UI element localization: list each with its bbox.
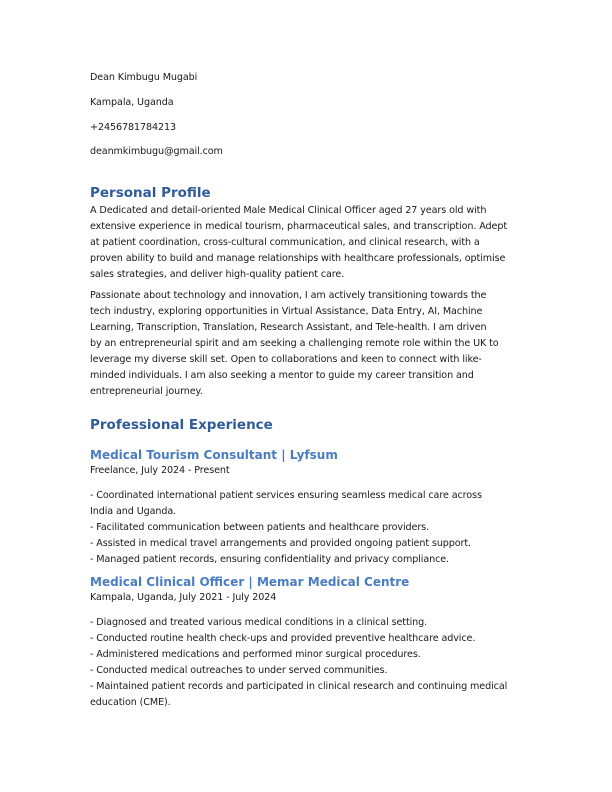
- contact-email[interactable]: deanmkimbugu@gmail.com: [90, 146, 223, 157]
- job-title-2: Medical Clinical Officer | Memar Medical Centre: [90, 575, 410, 589]
- text-line: - Administered medications and performed minor surgical procedures.: [90, 649, 421, 660]
- text-line: - Diagnosed and treated various medical conditions in a clinical setting.: [90, 617, 428, 628]
- text-line: - Coordinated international patient services ensuring seamless medical care across: [90, 490, 482, 501]
- text-line: - Facilitated communication between patients and healthcare providers.: [90, 522, 430, 533]
- text-line: leverage my diverse skill set. Open to collaborations and keen to connect with like-: [90, 354, 482, 365]
- text-line: - Assisted in medical travel arrangements and provided ongoing patient support.: [90, 538, 472, 549]
- job-meta-2: Kampala, Uganda, July 2021 - July 2024: [90, 592, 277, 603]
- text-line: education (CME).: [90, 697, 171, 708]
- text-line: minded individuals. I am also seeking a mentor to guide my career transition and: [90, 370, 474, 381]
- text-line: - Conducted medical outreaches to under served communities.: [90, 665, 388, 676]
- profile-paragraph-1: [90, 203, 507, 283]
- text-line: - Managed patient records, ensuring confidentiality and privacy compliance.: [90, 554, 450, 565]
- text-line: tech industry, exploring opportunities in Virtual Assistance, Data Entry, AI, Machine: [90, 306, 483, 317]
- text-line: - Maintained patient records and participated in clinical research and continuing medical: [90, 681, 508, 692]
- contact-phone: +2456781784213: [90, 122, 176, 133]
- job-bullets-1: [90, 488, 482, 568]
- text-line: - Conducted routine health check-ups and provided preventive healthcare advice.: [90, 633, 476, 644]
- job-title-1: Medical Tourism Consultant | Lyfsum: [90, 448, 338, 462]
- text-line: by an entrepreneurial spirit and am seeking a challenging remote role within the UK to: [90, 338, 499, 349]
- text-line: sales strategies, and deliver high-quality patient care.: [90, 269, 345, 280]
- professional-experience-heading: Professional Experience: [90, 417, 273, 433]
- text-line: extensive experience in medical tourism, pharmaceutical sales, and transcription. Adept: [90, 221, 507, 232]
- text-line: entrepreneurial journey.: [90, 386, 203, 397]
- text-line: Learning, Transcription, Translation, Research Assistant, and Tele-health. I am driven: [90, 322, 487, 333]
- contact-location: Kampala, Uganda: [90, 97, 174, 108]
- text-line: at patient coordination, cross-cultural communication, and clinical research, with a: [90, 237, 480, 248]
- text-line: A Dedicated and detail-oriented Male Medical Clinical Officer aged 27 years old with: [90, 205, 487, 216]
- personal-profile-heading: Personal Profile: [90, 185, 211, 201]
- profile-paragraph-2: [90, 288, 499, 400]
- text-line: Passionate about technology and innovation, I am actively transitioning towards the: [90, 290, 487, 301]
- job-bullets-2: [90, 615, 507, 711]
- job-meta-1: Freelance, July 2024 - Present: [90, 465, 230, 476]
- text-line: proven ability to build and manage relationships with healthcare professionals, optimise: [90, 253, 506, 264]
- text-line: India and Uganda.: [90, 506, 177, 517]
- contact-name: Dean Kimbugu Mugabi: [90, 72, 198, 83]
